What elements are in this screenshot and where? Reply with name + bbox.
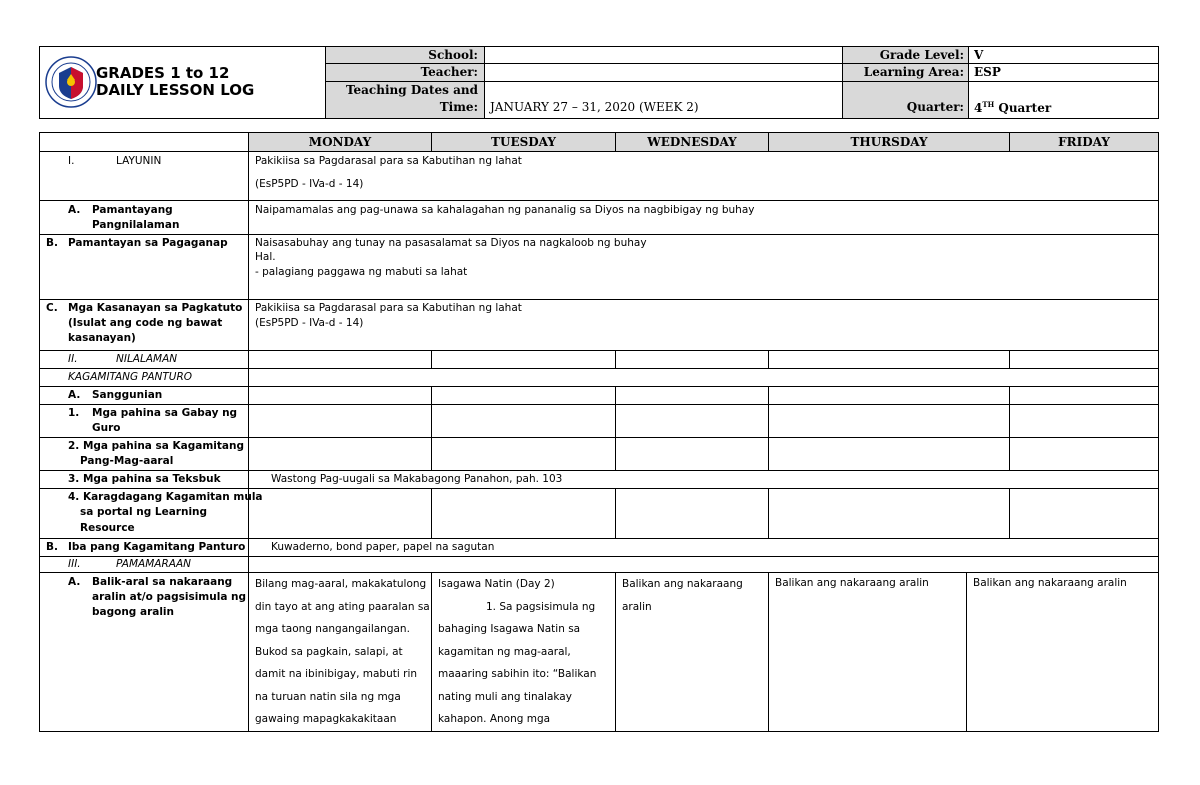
dates-label-line1: Teaching Dates and — [345, 83, 478, 97]
balik-thursday[interactable]: Balikan ang nakaraang aralin — [775, 577, 929, 589]
balik-tuesday-line: maaaring sabihin ito: “Balikan — [438, 668, 597, 680]
school-label: School: — [428, 48, 478, 62]
day-monday: MONDAY — [308, 135, 372, 149]
pamantayang-num: A. — [68, 204, 81, 216]
title-line2: DAILY LESSON LOG — [96, 81, 255, 99]
layunin-text1[interactable]: Pakikiisa sa Pagdarasal para sa Kabutihan ng lahat — [255, 155, 522, 167]
dates-value[interactable]: JANUARY 27 – 31, 2020 (WEEK 2) — [490, 100, 699, 114]
pagganap-text2[interactable]: Hal. — [255, 251, 276, 263]
pagganap-label: Pamantayan sa Pagaganap — [68, 237, 228, 249]
balik-tuesday-line: kagamitan ng mag-aaral, — [438, 645, 571, 658]
lesson-log-table — [39, 132, 1159, 732]
header-box — [39, 46, 1159, 119]
teksbuk-text[interactable]: Wastong Pag-uugali sa Makabagong Panahon, pah. 103 — [271, 473, 563, 485]
sanggunian-num: A. — [68, 389, 81, 401]
layunin-num: I. — [68, 155, 75, 167]
kasanayan-label3: kasanayan) — [68, 332, 136, 344]
iba-num: B. — [46, 541, 58, 553]
balik-num: A. — [68, 576, 81, 588]
balik-tuesday-line: Isagawa Natin (Day 2) — [438, 578, 555, 590]
karagdagan-label2: sa portal ng Learning — [80, 506, 208, 518]
gabay-label2: Guro — [92, 422, 121, 434]
balik-tuesday[interactable] — [438, 573, 596, 731]
area-value[interactable]: ESP — [974, 65, 1001, 79]
iba-text[interactable]: Kuwaderno, bond paper, papel na sagutan — [271, 541, 495, 553]
day-friday: FRIDAY — [1058, 135, 1110, 149]
kagamitan-label: KAGAMITANG PANTURO — [68, 371, 193, 383]
pangmag-label1: 2. Mga pahina sa Kagamitang — [68, 440, 244, 452]
karagdagan-label3: Resource — [80, 522, 135, 534]
balik-monday-line: Bukod sa pagkain, salapi, at — [255, 645, 403, 658]
balik-tuesday-line: nating muli ang tinalakay — [438, 690, 572, 703]
quarter-value[interactable] — [974, 100, 1051, 115]
sanggunian-label: Sanggunian — [92, 389, 163, 401]
pagganap-text3[interactable]: - palagiang paggawa ng mabuti sa lahat — [255, 266, 468, 278]
pamamaraan-label: PAMAMARAAN — [116, 558, 191, 570]
balik-monday[interactable] — [255, 573, 430, 731]
layunin-text2[interactable]: (EsP5PD - IVa-d - 14) — [255, 178, 364, 190]
balik-monday-line: Bilang mag-aaral, makakatulong — [255, 578, 427, 590]
iba-label: Iba pang Kagamitang Panturo — [68, 541, 246, 553]
kasanayan-num: C. — [46, 302, 58, 314]
pagganap-num: B. — [46, 237, 58, 249]
teacher-label: Teacher: — [420, 65, 478, 79]
balik-label1: Balik-aral sa nakaraang — [92, 576, 233, 588]
karagdagan-label1: 4. Karagdagang Kagamitan mula — [68, 491, 263, 503]
balik-tuesday-line: 1. Sa pagsisimula ng — [486, 600, 596, 613]
day-tuesday: TUESDAY — [491, 135, 556, 149]
kasanayan-label2: (Isulat ang code ng bawat — [68, 317, 223, 329]
day-wednesday: WEDNESDAY — [647, 135, 737, 149]
quarter-sup: TH — [982, 100, 995, 109]
balik-tuesday-line: kahapon. Anong mga — [438, 713, 551, 725]
quarter-word: Quarter — [998, 101, 1052, 115]
balik-monday-line: din tayo at ang ating paaralan sa — [255, 600, 430, 613]
kasanayan-text2[interactable]: (EsP5PD - IVa-d - 14) — [255, 317, 364, 329]
gabay-num: 1. — [68, 407, 80, 419]
balik-monday-line: mga taong nangangailangan. — [255, 623, 410, 635]
balik-monday-line: na turuan natin sila ng mga — [255, 690, 401, 703]
logo-cell — [40, 47, 326, 118]
teksbuk-label: 3. Mga pahina sa Teksbuk — [68, 473, 221, 485]
grade-value[interactable]: V — [974, 48, 984, 62]
pamantayang-label1: Pamantayang — [92, 204, 173, 216]
balik-wednesday-line: Balikan ang nakaraang — [622, 578, 743, 590]
balik-friday[interactable]: Balikan ang nakaraang aralin — [973, 577, 1127, 589]
pangmag-label2: Pang-Mag-aaral — [80, 455, 174, 467]
deped-seal-icon — [45, 56, 97, 108]
balik-label3: bagong aralin — [92, 606, 175, 618]
title-line1: GRADES 1 to 12 — [96, 64, 230, 82]
dates-label-line2: Time: — [439, 100, 478, 114]
quarter-label: Quarter: — [906, 100, 964, 114]
pamantayang-text[interactable]: Naipamamalas ang pag-unawa sa kahalagahan ng pananalig sa Diyos na nagbibigay ng buhay — [255, 204, 755, 216]
quarter-num: 4 — [974, 101, 983, 115]
grade-label: Grade Level: — [879, 48, 964, 62]
pamamaraan-num: III. — [68, 558, 81, 570]
day-thursday: THURSDAY — [850, 135, 928, 149]
balik-label2: aralin at/o pagsisimula ng — [92, 591, 247, 603]
nilalaman-num: II. — [68, 353, 78, 365]
balik-monday-line: damit na ibinibigay, mabuti rin — [255, 668, 418, 680]
balik-wednesday[interactable] — [622, 573, 743, 618]
pagganap-text1[interactable]: Naisasabuhay ang tunay na pasasalamat sa Diyos na nagkaloob ng buhay — [255, 237, 647, 249]
nilalaman-label: NILALAMAN — [116, 353, 178, 365]
pamantayang-label2: Pangnilalaman — [92, 219, 180, 231]
area-label: Learning Area: — [863, 65, 964, 79]
kasanayan-label1: Mga Kasanayan sa Pagkatuto — [68, 302, 243, 314]
layunin-label: LAYUNIN — [116, 155, 162, 167]
balik-tuesday-line: bahaging Isagawa Natin sa — [438, 623, 581, 635]
balik-wednesday-line: aralin — [622, 600, 652, 613]
balik-monday-line: gawaing mapagkakakitaan — [255, 713, 397, 725]
gabay-label1: Mga pahina sa Gabay ng — [92, 407, 238, 419]
kasanayan-text1[interactable]: Pakikiisa sa Pagdarasal para sa Kabutihan ng lahat — [255, 302, 522, 314]
